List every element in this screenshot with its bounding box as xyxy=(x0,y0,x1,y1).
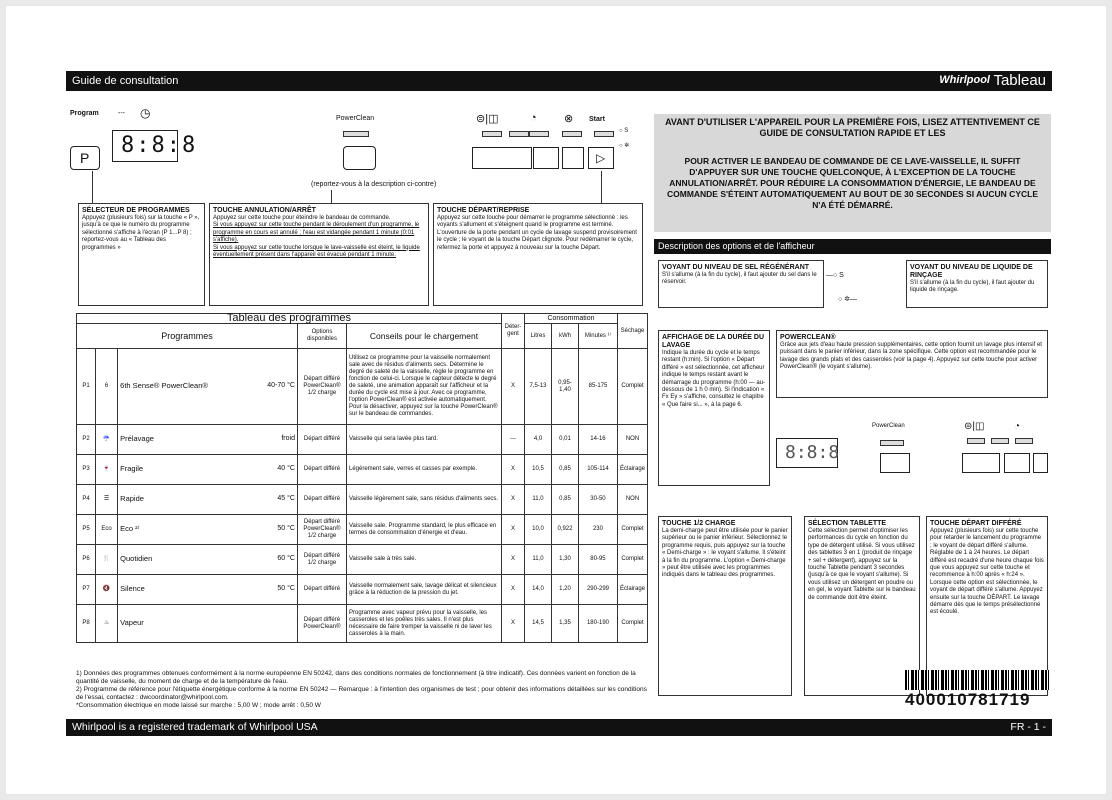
program-litres: 10,0 xyxy=(524,515,551,545)
start-box-text: Appuyez sur cette touche pour démarrer le programme sélectionné : les voyants s'allument et s'éteignent quand le programme est terminé. L'ouverture de la porte pendant un cycle de lavage suspend provisoirement le cycle ; le voyant de la touche Départ clignote. Pour redémarrer le cycle, refermez la porte et appuyez à nouveau sur la touche Départ. xyxy=(437,215,637,251)
col-programmes: Programmes xyxy=(77,324,298,349)
table-row xyxy=(77,515,648,545)
half-load-button[interactable] xyxy=(472,147,532,169)
program-name xyxy=(118,425,298,455)
col-drying: Séchage xyxy=(617,314,647,349)
program-number: P8 xyxy=(77,605,96,643)
program-litres: 11,0 xyxy=(524,485,551,515)
mini-tablet-icon: ◔ xyxy=(1014,421,1021,432)
powerclean-box xyxy=(776,330,1048,398)
program-kwh: 0,01 xyxy=(551,425,578,455)
program-detergent: --- xyxy=(501,425,524,455)
table-title: Tableau des programmes xyxy=(77,314,502,324)
footer-trademark: Whirlpool is a registered trademark of Whirlpool USA xyxy=(72,721,318,733)
program-name xyxy=(118,455,298,485)
program-kwh: 0,922 xyxy=(551,515,578,545)
program-label: 6th Sense® PowerClean® xyxy=(120,381,208,390)
program-label: Rapide xyxy=(120,494,144,503)
col-advice: Conseils pour le chargement xyxy=(346,324,501,349)
program-litres: 14,5 xyxy=(524,605,551,643)
program-kwh: 1,35 xyxy=(551,605,578,643)
clock-icon: ◷ xyxy=(140,106,151,120)
program-icon: ☔ xyxy=(96,425,118,455)
program-icon: ☰ xyxy=(96,485,118,515)
program-icon: 6 xyxy=(96,349,118,425)
program-advice: Vaisselle sale. Programme standard, le plus efficace en termes de consommation d'énergie et d'eau. xyxy=(346,515,501,545)
program-number: P2 xyxy=(77,425,96,455)
program-label: Eco ²⁾ xyxy=(120,524,140,533)
delay-title: TOUCHE DÉPART DIFFÉRÉ xyxy=(930,520,1022,527)
program-name xyxy=(118,605,298,643)
program-label: Quotidien xyxy=(120,554,153,563)
half-load-text: La demi-charge peut être utilisée pour le panier supérieur ou le panier inférieur. Sélectionnez le programme requis, puis appuyez sur la touche « Demi-charge » : le voyant s'allume. Il s'éteint à la fin du programme. L'option « Demi-charge » peut être utilisée avec les programmes indiqués dans le tableau des programmes. xyxy=(662,528,788,579)
program-label: Silence xyxy=(120,584,145,593)
program-drying: Complet xyxy=(617,545,647,575)
program-temperature: froid xyxy=(281,435,295,442)
start-label: Start xyxy=(589,116,605,123)
program-selector-text: Appuyez (plusieurs fois) sur la touche « P », jusqu'à ce que le numéro du programme sélectionné s'affiche à l'écran (P 1...P 8) ; reportez-vous au « Tableau des programmes » xyxy=(82,215,200,251)
program-kwh: 0,95-1,40 xyxy=(551,349,578,425)
program-options: Départ différé xyxy=(297,485,346,515)
col-kwh: kWh xyxy=(551,324,578,349)
header-bar xyxy=(66,71,1052,91)
powerclean-box-text: Grâce aux jets d'eau haute pression supplémentaires, cette option fournit un lavage plus intensif et puissant dans le panier inférieur, dans la zone spécifique. Cette option est recommandée pour le lavage des grands plats et des casseroles (voir la page 4). Appuyez sur cette touche pour activer PowerClean® (le voyant s'allume). xyxy=(780,342,1042,371)
duration-title: AFFICHAGE DE LA DURÉE DU LAVAGE xyxy=(662,334,765,349)
rinse-title: VOYANT DU NIVEAU DE LIQUIDE DE RINÇAGE xyxy=(910,264,1033,279)
program-drying: NON xyxy=(617,485,647,515)
footer-bar xyxy=(66,719,1052,736)
program-options: Départ différé 1/2 charge xyxy=(297,545,346,575)
panel-note: (reportez-vous à la description ci-contre) xyxy=(311,181,437,188)
tablet-text: Cette sélection permet d'optimiser les performances du cycle en fonction du type de détergent utilisé. Si vous utilisez des tablettes 3 en 1 (produit de rinçage + sel + détergent), appuyez sur la touche Tablette pendant 3 secondes (jusqu'à ce que le voyant s'allume). Si vous utilisez un détergent en poudre ou en gel, le voyant Tablette sur le bandeau de commande doit être éteint. xyxy=(808,528,916,601)
cancel-text-2: Si vous appuyez sur cette touche pendant le déroulement d'un programme, le programme en cours est annulé ; l'eau est vidangée pendant 1 minute (0:01 s'affiche). xyxy=(213,222,420,244)
program-advice: Vaisselle qui sera lavée plus tard. xyxy=(346,425,501,455)
half-load-box xyxy=(658,516,792,696)
connector-line xyxy=(601,171,603,203)
led-5 xyxy=(594,131,614,137)
program-label: Program xyxy=(70,110,99,117)
salt-indicator-icon: ○ S xyxy=(619,128,629,134)
program-selector-title: SÉLECTEUR DE PROGRAMMES xyxy=(82,207,190,214)
table-row xyxy=(77,455,648,485)
mini-display xyxy=(776,438,838,468)
program-name xyxy=(118,349,298,425)
mini-powerclean-label: PowerClean xyxy=(872,423,905,429)
program-number: P5 xyxy=(77,515,96,545)
program-temperature: 40-70 °C xyxy=(267,382,295,389)
half-load-title: TOUCHE 1/2 CHARGE xyxy=(662,520,736,527)
col-consumption: Consommation xyxy=(524,314,617,324)
header-section: Tableau xyxy=(993,72,1046,89)
col-options: Options disponibles xyxy=(297,324,346,349)
mini-led-2 xyxy=(991,438,1009,444)
delay-box xyxy=(926,516,1048,696)
program-options: Départ différé xyxy=(297,455,346,485)
powerclean-box-title: POWERCLEAN® xyxy=(780,334,836,341)
mini-delay-button[interactable] xyxy=(1033,453,1048,473)
program-litres: 11,0 xyxy=(524,545,551,575)
program-litres: 4,0 xyxy=(524,425,551,455)
program-advice: Utilisez ce programme pour la vaisselle normalement sale avec de résidus d'aliments secs. Détermine le degré de saleté de la vaisselle, règle le programme en fonction de celui-ci. Lorsque le capteur détecte le degré de saleté, une animation apparaît sur l'afficheur et la durée du cycle est mise à jour. Avec ce programme, l'option PowerClean® est activée automatiquement. Pour la désactiver, appuyez sur la touche PowerClean® sur le bandeau de commandes. xyxy=(346,349,501,425)
program-kwh: 0,85 xyxy=(551,485,578,515)
header-title: Guide de consultation xyxy=(72,75,179,87)
program-minutes: 230 xyxy=(578,515,617,545)
program-detergent: X xyxy=(501,485,524,515)
program-advice: Légèrement sale, verres et casses par exemple. xyxy=(346,455,501,485)
program-table xyxy=(76,313,648,643)
program-icon: 🍷 xyxy=(96,455,118,485)
program-drying: Éclairage xyxy=(617,455,647,485)
program-detergent: X xyxy=(501,515,524,545)
led-4 xyxy=(562,131,582,137)
brand-logo: Whirlpool xyxy=(939,74,990,86)
mini-led-3 xyxy=(1015,438,1033,444)
tablet-button[interactable] xyxy=(533,147,559,169)
duration-text: Indique la durée du cycle et le temps restant (h:min). Si l'option « Départ différé » est sélectionnée, cet afficheur indique le temps restant avant le démarrage du programme (h:00 — au-dessous de 1 h 0 min). Si l'indication « Fx Ey » s'affiche, consultez le chapitre « Que faire si... », à la page 6. xyxy=(662,350,766,408)
program-name xyxy=(118,515,298,545)
cancel-box xyxy=(209,203,429,306)
barcode-number: 400010781719 xyxy=(905,690,1031,709)
powerclean-led xyxy=(343,131,369,137)
program-minutes: 290-299 xyxy=(578,575,617,605)
program-minutes: 30-50 xyxy=(578,485,617,515)
led-1 xyxy=(482,131,502,137)
mini-half-load-icon: ⊜|◫ xyxy=(964,421,985,432)
program-icon: 🍴 xyxy=(96,545,118,575)
tablet-box xyxy=(804,516,920,696)
program-litres: 7,5-13 xyxy=(524,349,551,425)
display-screen xyxy=(112,130,198,162)
program-options: Départ différé xyxy=(297,575,346,605)
table-row xyxy=(77,575,648,605)
program-options: Départ différé PowerClean® xyxy=(297,605,346,643)
table-row xyxy=(77,425,648,455)
options-header-title: Description des options et de l'afficheur xyxy=(658,241,815,251)
salt-text: S'il s'allume (à la fin du cycle), il faut ajouter du sel dans le réservoir. xyxy=(662,272,817,286)
program-number: P7 xyxy=(77,575,96,605)
warning-box xyxy=(654,114,1051,232)
program-detergent: X xyxy=(501,545,524,575)
program-kwh: 1,30 xyxy=(551,545,578,575)
table-row xyxy=(77,545,648,575)
program-temperature: 50 °C xyxy=(277,585,295,592)
program-advice: Vaisselle sale à très sale. xyxy=(346,545,501,575)
program-drying: Complet xyxy=(617,605,647,643)
connector-line xyxy=(92,171,94,203)
program-icon: ♨ xyxy=(96,605,118,643)
col-detergent: Déter- gent xyxy=(501,314,524,349)
program-detergent: X xyxy=(501,455,524,485)
table-row xyxy=(77,485,648,515)
col-minutes: Minutes ¹⁾ xyxy=(578,324,617,349)
program-name xyxy=(118,575,298,605)
footnote-3: *Consommation électrique en mode laissé sur marche : 5,00 W ; mode arrêt : 0,50 W xyxy=(76,702,321,709)
powerclean-label: PowerClean xyxy=(336,115,375,122)
program-detergent: X xyxy=(501,605,524,643)
led-2 xyxy=(509,131,529,137)
delay-text: Appuyez (plusieurs fois) sur cette touche pour retarder le lancement du programme ; le voyant de départ différé s'allume. Réglable de 1 à 24 heures. Le départ différé est recadré d'une heure chaque fois que vous appuyez sur cette touche et recommence à h:00 après « h:24 ». Lorsque cette option est sélectionnée, le voyant de départ différé s'allume. Appuyez ensuite sur la touche DÉPART. Le lavage démarre dès que le temps présélectionné est écoulé. xyxy=(930,528,1044,616)
mini-led-1 xyxy=(967,438,985,444)
program-options: Départ différé PowerClean® 1/2 charge xyxy=(297,349,346,425)
start-button[interactable] xyxy=(588,147,614,169)
program-name xyxy=(118,545,298,575)
table-row xyxy=(77,349,648,425)
start-box-title: TOUCHE DÉPART/REPRISE xyxy=(437,207,530,214)
program-minutes: 85-175 xyxy=(578,349,617,425)
warning-line-1: AVANT D'UTILISER L'APPAREIL POUR LA PREMIÈRE FOIS, LISEZ ATTENTIVEMENT CE GUIDE DE CONSULTATION RAPIDE ET LES xyxy=(665,117,1040,138)
rinse-box xyxy=(906,260,1048,308)
program-number: P1 xyxy=(77,349,96,425)
barcode xyxy=(905,670,1051,690)
delay-button[interactable] xyxy=(562,147,584,169)
page xyxy=(6,6,1106,794)
program-temperature: 45 °C xyxy=(277,495,295,502)
cancel-text: Appuyez sur cette touche pour éteindre le bandeau de commande. xyxy=(213,215,391,221)
program-button[interactable] xyxy=(70,146,100,170)
salt-box xyxy=(658,260,824,308)
tablet-title: SÉLECTION TABLETTE xyxy=(808,520,887,527)
connector-line xyxy=(331,190,333,203)
program-number: P3 xyxy=(77,455,96,485)
program-selector-box xyxy=(78,203,205,306)
powerclean-button[interactable] xyxy=(343,146,376,170)
program-label: Fragile xyxy=(120,464,144,473)
program-kwh: 1,20 xyxy=(551,575,578,605)
program-advice: Vaisselle normalement sale, lavage délicat et silencieux grâce à la réduction de la pression du jet. xyxy=(346,575,501,605)
half-load-icon: ⊜|◫ xyxy=(476,113,499,125)
program-drying: Éclairage xyxy=(617,575,647,605)
options-header xyxy=(654,239,1051,254)
start-box xyxy=(433,203,643,306)
program-detergent: X xyxy=(501,575,524,605)
program-dash: --- xyxy=(118,110,125,117)
program-temperature: 60 °C xyxy=(277,555,295,562)
mini-powerclean-button[interactable] xyxy=(880,453,910,473)
col-litres: Litres xyxy=(524,324,551,349)
play-icon: ▷ xyxy=(596,151,606,165)
tablet-icon: ◔ xyxy=(530,112,537,124)
program-drying: Complet xyxy=(617,349,647,425)
mini-half-load-button[interactable] xyxy=(962,453,1000,473)
program-temperature: 40 °C xyxy=(277,465,295,472)
mini-powerclean-led xyxy=(880,440,904,446)
rinse-indicator-icon: ○ ✲ xyxy=(619,143,630,149)
program-minutes: 105-114 xyxy=(578,455,617,485)
rinse-led-icon: ○ ✲— xyxy=(838,296,858,303)
program-advice: Programme avec vapeur prévu pour la vaisselle, les casseroles et les poêles très sales. Il n'est plus nécessaire de faire tremper la vaisselle ni de laver les casseroles à la main. xyxy=(346,605,501,643)
footnote-1: 1) Données des programmes obtenues conformément à la norme européenne EN 50242, dans des conditions normales de fonctionnement (à titre indicatif). Ces données varient en fonction de la quantité de vaisselle, du moment de charge et de la température de l'eau. xyxy=(76,670,636,685)
program-temperature: 50 °C xyxy=(277,525,295,532)
program-name xyxy=(118,485,298,515)
cancel-text-3: Si vous appuyez sur cette touche lorsque le lave-vaisselle est éteint, le liquide éventuellement présent dans l'appareil est évacué pendant 1 minute. xyxy=(213,244,420,259)
salt-led-icon: —○ S xyxy=(826,272,844,279)
mini-display-value: 8:8:8 xyxy=(785,442,840,463)
program-minutes: 180-190 xyxy=(578,605,617,643)
program-options: Départ différé PowerClean® 1/2 charge xyxy=(297,515,346,545)
cancel-title: TOUCHE ANNULATION/ARRÊT xyxy=(213,207,316,214)
program-minutes: 80-95 xyxy=(578,545,617,575)
program-kwh: 0,85 xyxy=(551,455,578,485)
program-detergent: X xyxy=(501,349,524,425)
program-advice: Vaisselle légèrement sale, sans résidus d'aliments secs. xyxy=(346,485,501,515)
warning-line-2: POUR ACTIVER LE BANDEAU DE COMMANDE DE CE LAVE-VAISSELLE, IL SUFFIT D'APPUYER SUR UNE TOUCHE QUELCONQUE, À L'EXCEPTION DE LA TOUCHE ANNULATION/ARRÊT. POUR RÉDUIRE LA CONSOMMATION D'ÉNERGIE, LE BANDEAU DE COMMANDE S'ÉTEINT AUTOMATIQUEMENT AU BOUT DE 30 SECONDES SI AUCUN CYCLE N'A ÉTÉ DÉMARRÉ. xyxy=(666,156,1038,210)
program-options: Départ différé xyxy=(297,425,346,455)
program-drying: NON xyxy=(617,425,647,455)
program-label: Prélavage xyxy=(120,434,154,443)
mini-tablet-button[interactable] xyxy=(1004,453,1030,473)
program-drying: Complet xyxy=(617,515,647,545)
cancel-icon: ⊗ xyxy=(564,113,574,125)
program-litres: 14,0 xyxy=(524,575,551,605)
led-3 xyxy=(529,131,549,137)
table-row xyxy=(77,605,648,643)
program-label: Vapeur xyxy=(120,618,144,627)
program-minutes: 14-16 xyxy=(578,425,617,455)
footnote-2: 2) Programme de référence pour l'étiquette énergétique conforme à la norme EN 50242 — Remarque : à l'intention des organismes de test ; pour obtenir des informations détaillées sur les conditions de l'essai, contactez : dwcoordinator@whirlpool.com. xyxy=(76,686,647,701)
program-litres: 10,5 xyxy=(524,455,551,485)
program-button-label: P xyxy=(80,150,90,166)
footer-page: FR - 1 - xyxy=(1010,721,1046,733)
rinse-text: S'il s'allume (à la fin du cycle), il faut ajouter du liquide de rinçage. xyxy=(910,280,1035,294)
program-icon: Eco xyxy=(96,515,118,545)
program-number: P4 xyxy=(77,485,96,515)
salt-title: VOYANT DU NIVEAU DE SEL RÉGÉNÉRANT xyxy=(662,264,810,271)
program-icon: 🔇 xyxy=(96,575,118,605)
display-value: 8:8:8 xyxy=(121,133,198,158)
duration-box xyxy=(658,330,770,486)
program-number: P6 xyxy=(77,545,96,575)
